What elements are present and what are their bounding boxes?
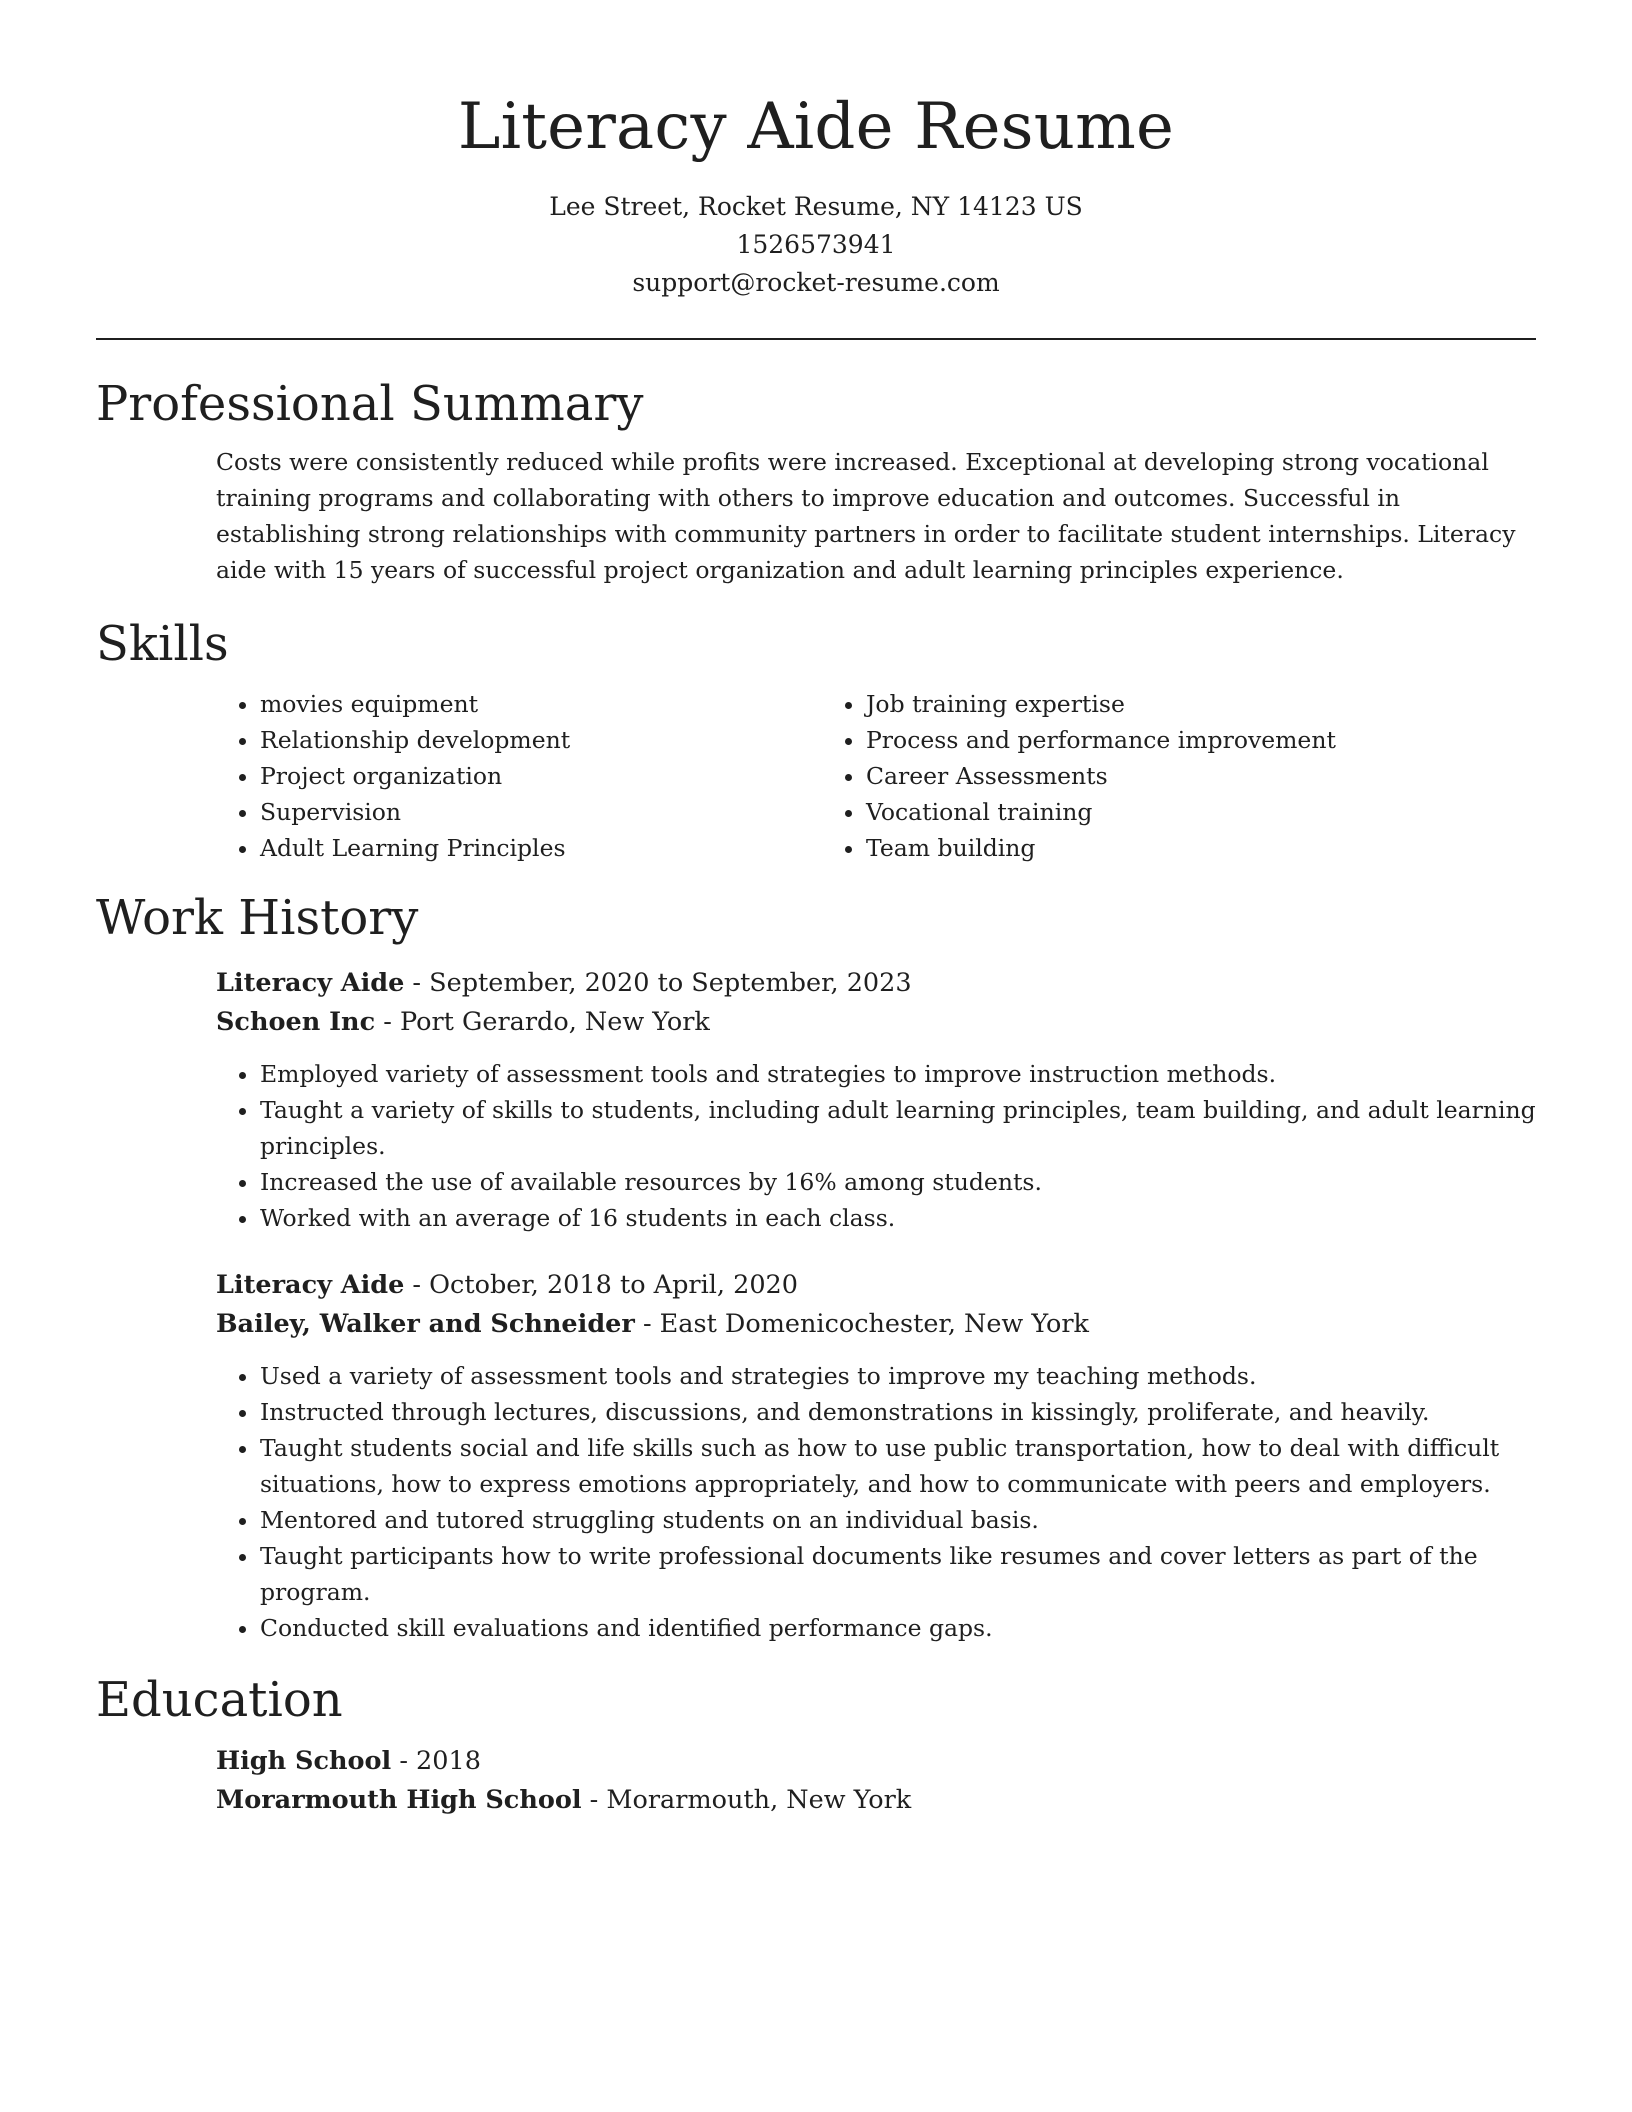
work-history-heading: Work History — [96, 890, 419, 946]
education-year: - 2018 — [391, 1746, 481, 1776]
job-bullet: • Conducted skill evaluations and identified performance gaps. — [260, 1610, 1536, 1646]
job-bullet: • Taught a variety of skills to students, including adult learning principles, team building, and adult learning principles. — [260, 1092, 1536, 1164]
job-company: Schoen Inc — [216, 1007, 376, 1037]
contact-address: Lee Street, Rocket Resume, NY 14123 US — [549, 192, 1083, 221]
job-location: - East Domenicochester, New York — [634, 1309, 1089, 1339]
resume-header — [96, 84, 1536, 302]
skills-list-right — [822, 686, 1536, 866]
job-company: Bailey, Walker and Schneider — [216, 1309, 635, 1339]
skill-item: • Process and performance improvement — [866, 722, 1536, 758]
job-bullet: • Instructed through lectures, discussions, and demonstrations in kissingly, proliferate, and heavily. — [260, 1394, 1536, 1430]
skills-grid — [216, 686, 1536, 866]
resume-title: Literacy Aide Resume — [457, 90, 1175, 164]
job-company-line — [216, 1305, 1536, 1344]
job-title-line — [216, 1266, 1536, 1305]
job-title-line — [216, 964, 1536, 1003]
job-bullet: • Taught students social and life skills such as how to use public transportation, how to deal with difficult situations, how to express emotions appropriately, and how to communicate with peers and employers. — [260, 1430, 1536, 1502]
summary-heading: Professional Summary — [96, 376, 644, 432]
job-bullet: • Mentored and tutored struggling students on an individual basis. — [260, 1502, 1536, 1538]
job-bullet: • Employed variety of assessment tools and strategies to improve instruction methods. — [260, 1056, 1536, 1092]
job-bullets — [216, 1056, 1536, 1236]
education-school-line — [216, 1781, 1536, 1820]
job-dates: - October, 2018 to April, 2020 — [404, 1270, 799, 1300]
summary-section — [96, 374, 1536, 588]
job-entry — [216, 1266, 1536, 1646]
job-location: - Port Gerardo, New York — [375, 1007, 710, 1037]
summary-text: Costs were consistently reduced while profits were increased. Exceptional at developing strong vocational training programs and collaborating with others to improve education and outcomes. Successful in establishing strong relationships with community partners in order to facilitate student internships. Literacy aide with 15 years of successful project organization and adult learning principles experience. — [216, 448, 1516, 584]
skills-section — [96, 614, 1536, 866]
skills-column-right — [822, 686, 1536, 866]
job-role: Literacy Aide — [216, 968, 405, 998]
header-divider — [96, 338, 1536, 340]
job-bullet: • Taught participants how to write professional documents like resumes and cover letters as part of the program. — [260, 1538, 1536, 1610]
job-bullet: • Increased the use of available resources by 16% among students. — [260, 1164, 1536, 1200]
skill-item: • Job training expertise — [866, 686, 1536, 722]
skills-heading: Skills — [96, 616, 229, 672]
job-company-line — [216, 1003, 1536, 1042]
skill-item: • Supervision — [260, 794, 822, 830]
job-bullet: • Worked with an average of 16 students in each class. — [260, 1200, 1536, 1236]
job-bullets — [216, 1358, 1536, 1646]
skills-column-left — [216, 686, 822, 866]
skill-item: • Vocational training — [866, 794, 1536, 830]
education-school: Morarmouth High School — [216, 1785, 582, 1815]
skill-item: • Team building — [866, 830, 1536, 866]
job-dates: - September, 2020 to September, 2023 — [404, 968, 912, 998]
contact-phone: 1526573941 — [736, 230, 896, 259]
skill-item: • Career Assessments — [866, 758, 1536, 794]
skill-item: • movies equipment — [260, 686, 822, 722]
education-degree: High School — [216, 1746, 392, 1776]
education-section — [96, 1670, 1536, 1820]
education-heading: Education — [96, 1672, 343, 1728]
skills-list-left — [216, 686, 822, 866]
skill-item: • Adult Learning Principles — [260, 830, 822, 866]
job-role: Literacy Aide — [216, 1270, 405, 1300]
education-degree-line — [216, 1742, 1536, 1781]
job-entry — [216, 964, 1536, 1236]
contact-email: support@rocket-resume.com — [632, 268, 1000, 297]
job-bullet: • Used a variety of assessment tools and strategies to improve my teaching methods. — [260, 1358, 1536, 1394]
skill-item: • Relationship development — [260, 722, 822, 758]
education-entry — [216, 1742, 1536, 1820]
work-history-section — [96, 888, 1536, 1646]
skill-item: • Project organization — [260, 758, 822, 794]
education-location: - Morarmouth, New York — [581, 1785, 912, 1815]
